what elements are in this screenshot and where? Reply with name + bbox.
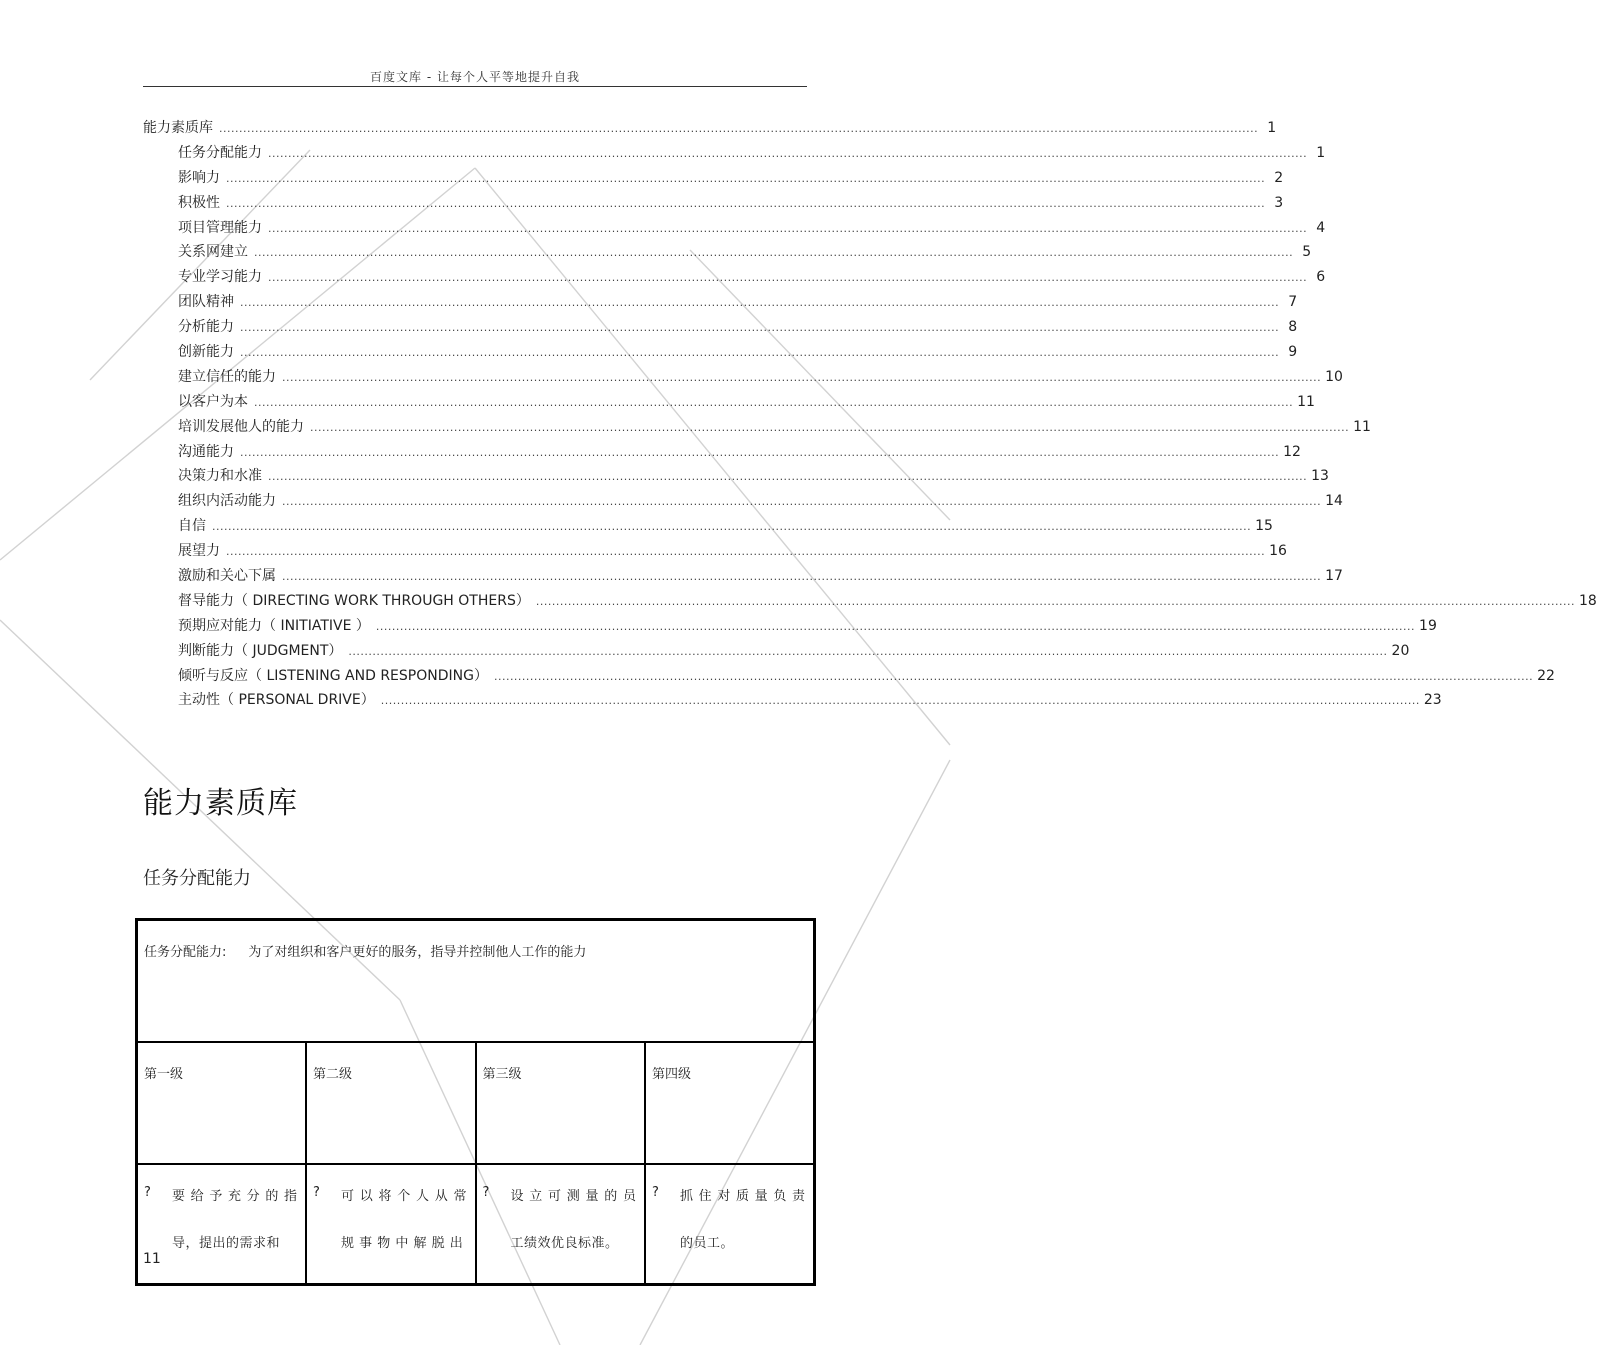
section-title: 能力素质库: [143, 786, 298, 821]
toc-leader-dots: ....................................................................................................................................................................................................................................................................: [282, 570, 1322, 584]
toc-leader-dots: ....................................................................................................................................................................................................................................................................: [268, 271, 1308, 285]
level-header: 第二级: [306, 1042, 476, 1164]
toc-entry-label: 沟通能力: [178, 443, 234, 460]
toc-entry-page: 23: [1423, 692, 1442, 709]
toc-entry-label: 激励和关心下属: [178, 568, 276, 585]
behavior-cell: [645, 1164, 815, 1285]
definition-label: 任务分配能力:: [144, 945, 227, 960]
toc-entry-page: 9: [1288, 344, 1298, 361]
toc-entry-page: 7: [1288, 294, 1298, 311]
toc-entry[interactable]: [143, 465, 1329, 490]
toc-entry-label: 督导能力（ DIRECTING WORK THROUGH OTHERS）: [178, 592, 530, 609]
toc-leader-dots: ....................................................................................................................................................................................................................................................................: [310, 420, 1350, 434]
toc-entry-label: 影响力: [178, 169, 220, 186]
toc-entry-label: 判断能力（ JUDGMENT）: [178, 642, 343, 659]
toc-entry[interactable]: [143, 117, 1277, 142]
toc-entry[interactable]: [143, 366, 1343, 391]
toc-entry-label: 创新能力: [178, 344, 234, 361]
bullet-mark: ?: [313, 1185, 320, 1200]
toc-entry-label: 积极性: [178, 194, 220, 211]
toc-entry-page: 15: [1255, 518, 1273, 535]
toc-entry-label: 专业学习能力: [178, 269, 262, 286]
toc-entry-page: 19: [1419, 617, 1437, 634]
toc-entry[interactable]: [143, 540, 1287, 565]
toc-entry[interactable]: [143, 341, 1298, 366]
behavior-line: 设立可测量的员: [510, 1189, 638, 1204]
toc-entry[interactable]: [143, 192, 1284, 217]
toc-leader-dots: ....................................................................................................................................................................................................................................................................: [268, 146, 1308, 160]
toc-leader-dots: ....................................................................................................................................................................................................................................................................: [375, 619, 1416, 633]
toc-entry-label: 主动性（ PERSONAL DRIVE）: [178, 692, 375, 709]
toc-entry-label: 自信: [178, 518, 206, 535]
toc-leader-dots: ....................................................................................................................................................................................................................................................................: [254, 395, 1294, 409]
toc-leader-dots: ....................................................................................................................................................................................................................................................................: [240, 445, 1280, 459]
toc-entry-page: 3: [1274, 194, 1284, 211]
definition-cell: [137, 920, 815, 1043]
competency-table: [135, 918, 816, 1286]
toc-leader-dots: ....................................................................................................................................................................................................................................................................: [212, 520, 1252, 534]
level-header: 第一级: [137, 1042, 307, 1164]
toc-leader-dots: ....................................................................................................................................................................................................................................................................: [240, 296, 1280, 310]
toc-entry[interactable]: [143, 590, 1597, 615]
toc-entry-label: 建立信任的能力: [178, 368, 276, 385]
toc-entry-page: 11: [1353, 418, 1371, 435]
toc-entry[interactable]: [143, 665, 1555, 690]
toc-entry-page: 12: [1283, 443, 1301, 460]
toc-entry[interactable]: [143, 689, 1442, 714]
toc-entry-page: 8: [1288, 319, 1298, 336]
toc-entry-page: 2: [1274, 169, 1284, 186]
behavior-line: 的员工。: [680, 1236, 735, 1251]
toc-entry[interactable]: [143, 266, 1326, 291]
page-header: [143, 60, 807, 87]
toc-entry-label: 团队精神: [178, 294, 234, 311]
subsection-title: 任务分配能力: [143, 868, 251, 889]
toc-entry[interactable]: [143, 490, 1343, 515]
toc-leader-dots: ....................................................................................................................................................................................................................................................................: [226, 196, 1266, 210]
toc-leader-dots: ....................................................................................................................................................................................................................................................................: [282, 370, 1322, 384]
toc-entry-label: 关系网建立: [178, 244, 248, 261]
toc-entry[interactable]: [143, 167, 1284, 192]
toc-leader-dots: ....................................................................................................................................................................................................................................................................: [268, 470, 1308, 484]
toc-leader-dots: ....................................................................................................................................................................................................................................................................: [254, 246, 1294, 260]
toc-entry-page: 6: [1316, 269, 1326, 286]
toc-leader-dots: ....................................................................................................................................................................................................................................................................: [226, 545, 1266, 559]
toc-entry-label: 决策力和水准: [178, 468, 262, 485]
level-header: 第三级: [476, 1042, 646, 1164]
toc-entry-page: 1: [1316, 144, 1326, 161]
toc-entry[interactable]: [143, 316, 1298, 341]
toc-entry-page: 13: [1311, 468, 1329, 485]
header-text: 百度文库 - 让每个人平等地提升自我: [370, 70, 580, 84]
bullet-mark: ?: [144, 1185, 151, 1200]
toc-entry-label: 倾听与反应（ LISTENING AND RESPONDING）: [178, 667, 488, 684]
behavior-cell: [137, 1164, 307, 1285]
toc-entry-page: 16: [1269, 543, 1287, 560]
behavior-line: 导，提出的需求和: [172, 1236, 281, 1251]
toc-entry[interactable]: [143, 241, 1312, 266]
toc-entry[interactable]: [143, 640, 1410, 665]
toc-entry-label: 任务分配能力: [178, 144, 262, 161]
toc-entry[interactable]: [143, 441, 1301, 466]
definition-text: 为了对组织和客户更好的服务，指导并控制他人工作的能力: [248, 945, 587, 960]
toc-entry[interactable]: [143, 615, 1437, 640]
toc-entry-label: 预期应对能力（ INITIATIVE ）: [178, 617, 370, 634]
page-number: 11: [143, 1251, 161, 1267]
toc-entry-page: 20: [1391, 642, 1410, 659]
toc-entry[interactable]: [143, 565, 1343, 590]
toc-leader-dots: ....................................................................................................................................................................................................................................................................: [219, 122, 1259, 135]
behavior-line: 规 事 物 中 解 脱 出: [341, 1236, 464, 1251]
toc-entry-page: 1: [1267, 120, 1277, 136]
toc-entry[interactable]: [143, 217, 1326, 242]
behavior-line: 工绩效优良标准。: [510, 1236, 619, 1251]
toc-entry-label: 培训发展他人的能力: [178, 418, 304, 435]
behavior-line: 抓住对质量负责: [680, 1189, 807, 1204]
bullet-mark: ?: [652, 1185, 659, 1200]
behavior-line: 要给予充分的指: [172, 1189, 299, 1204]
bullet-mark: ?: [482, 1185, 490, 1200]
toc-entry[interactable]: [143, 515, 1273, 540]
toc-entry-page: 22: [1537, 667, 1555, 684]
toc-leader-dots: ....................................................................................................................................................................................................................................................................: [348, 644, 1388, 658]
toc-entry-page: 10: [1325, 368, 1343, 385]
toc-entry-label: 分析能力: [178, 319, 234, 336]
toc-entry-page: 11: [1297, 393, 1315, 410]
toc-entry[interactable]: [143, 416, 1371, 441]
toc-leader-dots: ....................................................................................................................................................................................................................................................................: [240, 321, 1280, 335]
toc-entry-page: 4: [1316, 219, 1326, 236]
toc-entry-page: 17: [1325, 568, 1343, 585]
toc-leader-dots: ....................................................................................................................................................................................................................................................................: [380, 694, 1420, 708]
toc-entry[interactable]: [143, 291, 1298, 316]
toc-entry[interactable]: [143, 142, 1326, 167]
toc-entry-label: 项目管理能力: [178, 219, 262, 236]
toc-leader-dots: ....................................................................................................................................................................................................................................................................: [282, 495, 1322, 509]
toc-leader-dots: ....................................................................................................................................................................................................................................................................: [226, 171, 1266, 185]
toc-entry-label: 组织内活动能力: [178, 493, 276, 510]
behavior-cell: [306, 1164, 476, 1285]
behavior-line: 可以将个人从常: [341, 1189, 469, 1204]
behavior-cell: [476, 1164, 646, 1285]
toc-entry-label: 以客户为本: [178, 393, 248, 410]
level-header: 第四级: [645, 1042, 815, 1164]
toc-leader-dots: ....................................................................................................................................................................................................................................................................: [240, 346, 1280, 360]
toc-entry-page: 18: [1578, 592, 1597, 609]
toc-entry-label: 展望力: [178, 543, 220, 560]
toc-entry-label: 能力素质库: [143, 120, 213, 136]
toc-leader-dots: ....................................................................................................................................................................................................................................................................: [268, 221, 1308, 235]
toc-entry-page: 14: [1325, 493, 1343, 510]
toc-leader-dots: ....................................................................................................................................................................................................................................................................: [493, 669, 1534, 683]
toc-entry[interactable]: [143, 391, 1315, 416]
toc-entry-page: 5: [1302, 244, 1312, 261]
toc-leader-dots: ....................................................................................................................................................................................................................................................................: [535, 594, 1575, 608]
table-of-contents: [143, 117, 1597, 714]
